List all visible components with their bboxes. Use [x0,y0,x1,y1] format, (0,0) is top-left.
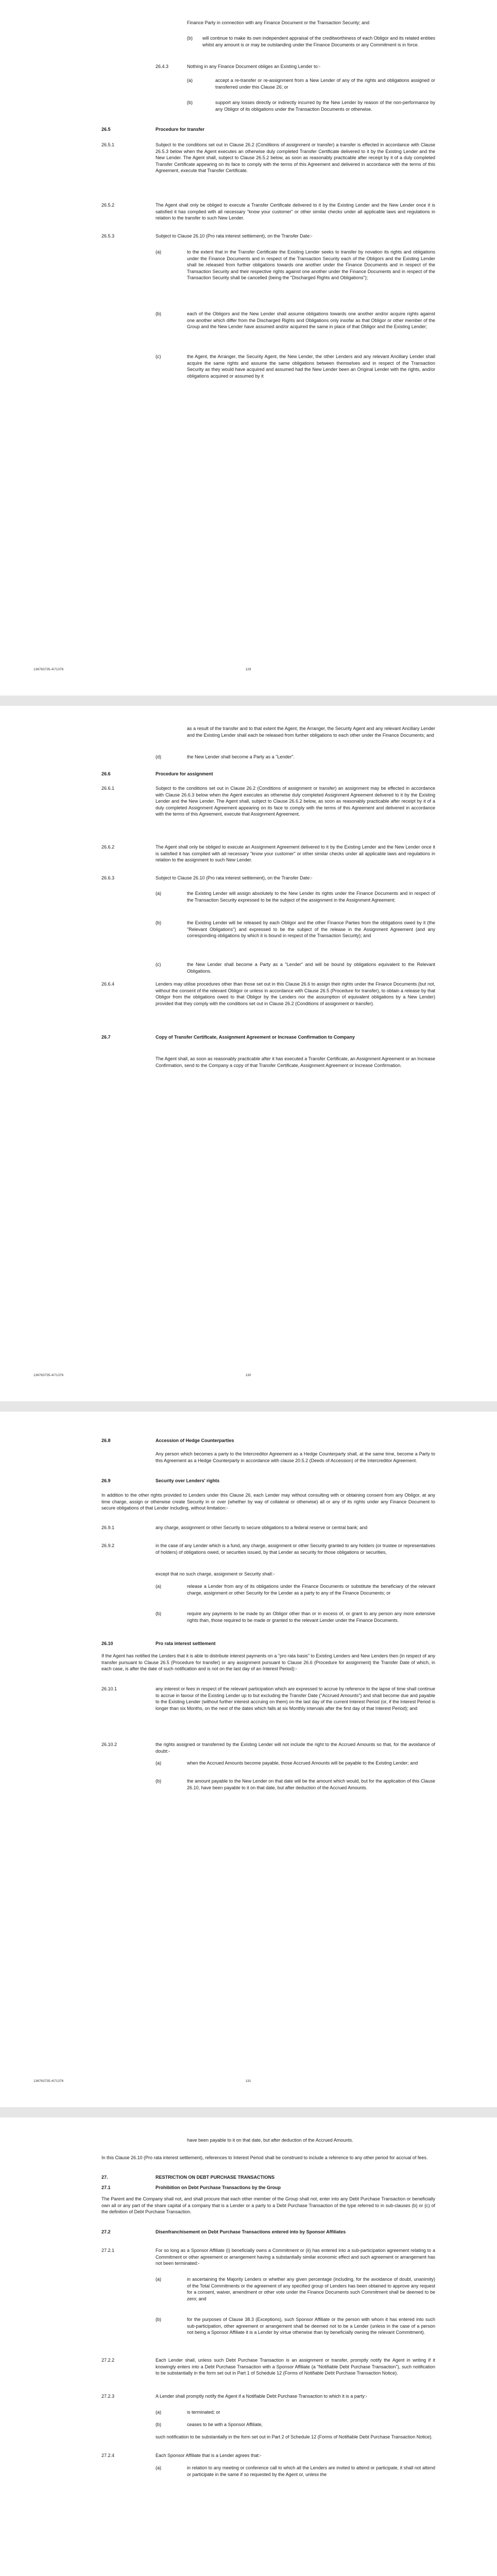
sub-item-label: (a) [156,249,161,255]
paragraph-text: the New Lender shall become a Party as a "Lender". [187,754,295,759]
clause-number: 26.9.1 [101,1525,115,1530]
paragraph-text: in the case of any Lender which is a fund, any charge, assignment or other Security granted to any holders (or trustee or representatives of holders) of obligations owed, or securities issued, by that Lender as security for those obligations or securities, [156,1543,435,1555]
document-reference: 136763735-4\71376 [33,2079,64,2083]
document-page [0,706,497,1401]
clause-number: 26.4.3 [156,64,169,69]
paragraph-text: for the purposes of Clause 38.3 (Exceptions), such Sponsor Affiliate or the person with whom it has entered into such sub-participation, other agreement or arrangement shall be deemed not to be a Lender (unless in the case of a person not being a Sponsor Affiliate it is a Lender by virtue otherwise than by beneficially owning the relevant Commitment). [187,2317,435,2335]
sub-item-label: (a) [187,78,193,83]
sub-item-label: (b) [156,311,161,316]
paragraph-text: Subject to the conditions set out in Clause 26.2 (Conditions of assignment or transfer) an assignment may be effected in accordance with Clause 26.6.3 below when the Agent executes an otherwise duly completed Assignment Agreement delivered to it by the Existing Lender and the New Lender. The Agent shall, subject to Clause 26.6.2 below, as soon as reasonably practicable after receipt by it of a duly completed Assignment Agreement appearing on its face to comply with the terms of this Agreement and delivered in accordance with the terms of this Agreement, execute that Assignment Agreement. [156,786,435,817]
paragraph-text: Nothing in any Finance Document obliges an Existing Lender to:- [187,64,321,69]
paragraph-text: Any person which becomes a party to the Intercreditor Agreement as a Hedge Counterparty shall, at the same time, become a Party to this Agreement as a Hedge Counterparty in accordance with clause 20.5.2 (Deeds of Accession) of the Intercreditor Agreement. [156,1451,435,1463]
clause-number: 26.10.2 [101,1742,117,1747]
clause-number: 27.2.1 [101,2248,115,2253]
section-heading: Disenfranchisement on Debt Purchase Transactions entered into by Sponsor Affiliates [156,2229,346,2234]
paragraph-text: in relation to any meeting or conference call to which all the Lenders are invited to attend or participate, it shall not attend or participate in the same if so requested by the Agent or, unless the [187,2465,435,2477]
section-number: 26.6 [101,771,111,776]
paragraph-text: any charge, assignment or other Security to secure obligations to a federal reserve or central bank; and [156,1525,368,1530]
paragraph-text: In addition to the other rights provided to Lenders under this Clause 26, each Lender may without consulting with or obtaining consent from any Obligor, at any time charge, assign or otherwise create Security in or over (whether by way of collateral or otherwise) all or any of its rights under any Finance Document to secure obligations of that Lender including, without limitation:- [101,1493,435,1511]
paragraph-text: Subject to Clause 26.10 (Pro rata interest settlement), on the Transfer Date:- [156,875,313,880]
sub-item-label: (a) [156,2465,161,2470]
sub-item-label: (a) [156,1584,161,1589]
paragraph-text: release a Lender from any of its obligations under the Finance Documents or substitute the beneficiary of the relevant charge, assignment or other Security for the Lender as a party to any of the Finance Documents; or [187,1584,435,1596]
paragraph-text: require any payments to be made by an Obligor other than or in excess of, or grant to any person any more extensive rights than, those required to be made or granted to the relevant Lender under the Finance Documents. [187,1611,435,1623]
clause-number: 26.6.2 [101,844,115,850]
section-number: 26.5 [101,127,111,132]
sub-item-label: (a) [156,891,161,896]
paragraph-text: the Agent, the Arranger, the Security Agent, the New Lender, the other Lenders and any relevant Ancillary Lender shall acquire the same rights and assume the same obligations between themselves and in respect of the Transaction Security as they would have acquired and assumed had the New Lender been an Original Lender with the rights, and/or obligations acquired or assumed by it [187,354,435,379]
section-number: 27. [101,2175,108,2180]
paragraph-text: accept a re-transfer or re-assignment from a New Lender of any of the rights and obligations assigned or transferred under this Clause 26; or [215,78,435,90]
sub-item-label: (a) [156,2277,161,2282]
sub-item-label: (b) [187,36,193,41]
sub-item-label: (b) [187,100,193,105]
section-heading: Procedure for transfer [156,127,205,132]
clause-number: 26.6.3 [101,875,115,880]
paragraph-text: the Existing Lender will be released by each Obligor and the other Finance Parties from the obligations owed by it (the "Relevant Obligations") and expressed to be the subject of the release in the Assignment Agreement (and any corresponding obligations by which it is bound in respect of the Transaction Security); and [187,920,435,938]
paragraph-text: If the Agent has notified the Lenders that it is able to distribute interest payments on a "pro rata basis" to Existing Lenders and New Lenders then (in respect of any transfer pursuant to Clause 26.5 (Procedure for transfer) or any assignment pursuant to Clause 26.6 (Procedure for assignment) the Transfer Date of which, in each case, is after the date of such notification and is not on the last day of an Interest Period):- [101,1653,435,1671]
paragraph-text: any interest or fees in respect of the relevant participation which are expressed to accrue by reference to the lapse of time shall continue to accrue in favour of the Existing Lender up to but excluding the Transfer Date ("Accrued Amounts") and shall become due and payable to the Existing Lender (without further interest accruing on them) on the last day of the current Interest Period (or, if the Interest Period is longer than six Months, on the next of the dates which falls at six Monthly intervals after the first day of that Interest Period); and [156,1686,435,1711]
paragraph-text: support any losses directly or indirectly incurred by the New Lender by reason of the non-performance by any Obligor of its obligations under the Transaction Documents or otherwise. [215,100,435,112]
document-page [0,1412,497,2107]
paragraph-text: The Agent shall, as soon as reasonably practicable after it has executed a Transfer Certificate, an Assignment Agreement or an Increase Confirmation, send to the Company a copy of that Transfer Certificate, Assignment Agreement or Increase Confirmation. [156,1056,435,1068]
paragraph-text: the amount payable to the New Lender on that date will be the amount which would, but for the application of this Clause 26.10, have been payable to it on that date, but after deduction of the Accrued Amounts. [187,1778,435,1790]
sub-item-label: (a) [156,1760,161,1766]
clause-number: 26.10.1 [101,1686,117,1691]
page-number: 129 [245,668,251,671]
paragraph-text: Finance Party in connection with any Finance Document or the Transaction Security; and [187,20,370,25]
paragraph-text: the rights assigned or transferred by the Existing Lender will not include the right to the Accrued Amounts so that, for the avoidance of doubt:- [156,1742,435,1754]
section-heading: Prohibition on Debt Purchase Transactions by the Group [156,2185,281,2190]
clause-number: 26.9.2 [101,1543,115,1548]
paragraph-text: each of the Obligors and the New Lender shall assume obligations towards one another and/or acquire rights against one another which differ from the Discharged Rights and Obligations only insofar as that Obligor or other member of the Group and the New Lender have assumed and/or acquired the same in place of that Obligor and the Existing Lender; [187,311,435,329]
section-number: 26.9 [101,1478,111,1483]
section-heading: Accession of Hedge Counterparties [156,1438,234,1443]
section-number: 26.10 [101,1641,113,1646]
paragraph-text: such notification to be substantially in the form set out in Part 2 of Schedule 12 (Forms of Notifiable Debt Purchase Transaction Notice). [156,2434,433,2439]
paragraph-text: ceases to be with a Sponsor Affiliate, [187,2422,263,2427]
page-number: 131 [245,2079,251,2083]
paragraph-text: except that no such charge, assignment or Security shall:- [156,1571,275,1577]
sub-item-label: (b) [156,1778,161,1784]
clause-number: 26.5.1 [101,142,115,147]
paragraph-text: The Agent shall only be obliged to execute an Assignment Agreement delivered to it by the Existing Lender and the New Lender once it is satisfied it has complied with all necessary "know your customer" or other similar checks under all applicable laws and regulations in relation to the assignment to such New Lender. [156,844,435,862]
paragraph-text: For so long as a Sponsor Affiliate (i) beneficially owns a Commitment or (ii) has entered into a sub-participation agreement relating to a Commitment or other agreement or arrangement having a substantially similar economic effect and such agreement or arrangement has not been terminated:- [156,2248,435,2266]
paragraph-text: is terminated; or [187,2410,220,2415]
document-reference: 136763735-4\71376 [33,1374,64,1377]
section-heading: Procedure for assignment [156,771,213,776]
sub-item-label: (b) [156,2317,161,2322]
paragraph-text: The Agent shall only be obliged to execute a Transfer Certificate delivered to it by the Existing Lender and the New Lender once it is satisfied it has complied with all necessary "know your customer" or other similar checks under all applicable laws and regulations in relation to the transfer to such New Lender. [156,202,435,221]
paragraph-text: Lenders may utilise procedures other than those set out in this Clause 26.6 to assign their rights under the Finance Documents (but not, without the consent of the relevant Obligor or unless in accordance with Clause 26.5 (Procedure for transfer), to obtain a release by that Obligor from the obligations owed to that Obligor by the Lenders nor the assumption of equivalent obligations by a New Lender) provided that they comply with the conditions set out in Clause 26.2 (Conditions of assignment or transfer). [156,981,435,1006]
paragraph-text: Subject to the conditions set out in Clause 26.2 (Conditions of assignment or transfer) a transfer is effected in accordance with Clause 26.5.3 below when the Agent executes an otherwise duly completed Transfer Certificate delivered to it by the Existing Lender and the New Lender. The Agent shall, subject to Clause 26.5.2 below, as soon as reasonably practicable after receipt by it of a duly completed Transfer Certificate appearing on its face to comply with the terms of this Agreement and delivered in accordance with the terms of this Agreement, execute that Transfer Certificate. [156,142,435,173]
paragraph-text: when the Accrued Amounts become payable, those Accrued Amounts will be payable to the Existing Lender; and [187,1760,418,1766]
paragraph-text: The Parent and the Company shall not, and shall procure that each other member of the Group shall not, enter into any Debt Purchase Transaction or beneficially own all or any part of the share capital of a company that is a Lender or a party to a Debt Purchase Transaction of the type referred to in sub-clauses (b) or (c) of the definition of Debt Purchase Transaction. [101,2196,435,2214]
sub-item-label: (c) [156,962,161,967]
sub-item-label: (a) [156,2410,161,2415]
document-reference: 136763735-4\71376 [33,668,64,671]
clause-number: 27.2.4 [101,2453,115,2458]
section-heading: Pro rata interest settlement [156,1641,216,1646]
paragraph-text: have been payable to it on that date, but after deduction of the Accrued Amounts. [187,2138,353,2143]
clause-number: 26.5.3 [101,233,115,239]
paragraph-text: the New Lender shall become a Party as a "Lender" and will be bound by obligations equivalent to the Relevant Obligations. [187,962,435,974]
section-heading: Copy of Transfer Certificate, Assignment Agreement or Increase Confirmation to Company [156,1035,355,1040]
section-number: 27.2 [101,2229,111,2234]
clause-number: 26.5.2 [101,202,115,208]
paragraph-text: the Existing Lender will assign absolutely to the New Lender its rights under the Finance Documents and in respect of the Transaction Security expressed to be the subject of the assignment in the Assignment Agreement; [187,891,435,903]
clause-number: 26.6.4 [101,981,115,987]
section-heading: Security over Lenders' rights [156,1478,220,1483]
sub-item-label: (b) [156,1611,161,1616]
paragraph-text: Each Sponsor Affiliate that is a Lender agrees that:- [156,2453,262,2458]
section-number: 26.7 [101,1035,111,1040]
paragraph-text: Subject to Clause 26.10 (Pro rata interest settlement), on the Transfer Date:- [156,233,313,239]
document-page [0,2117,497,2576]
section-number: 27.1 [101,2185,111,2190]
paragraph-text: will continue to make its own independent appraisal of the creditworthiness of each Obligor and its related entities whilst any amount is or may be outstanding under the Finance Documents or any Commitment is in force. [202,36,435,47]
clause-number: 26.6.1 [101,786,115,791]
paragraph-text: in ascertaining the Majority Lenders or whether any given percentage (including, for the avoidance of doubt, unanimity) of the Total Commitments or the agreement of any specified group of Lenders has been obtained to approve any request for a consent, waiver, amendment or other vote under the Finance Documents such Commitment shall be deemed to be zero; and [187,2277,435,2301]
clause-number: 27.2.2 [101,2358,115,2363]
page-number: 130 [245,1374,251,1377]
paragraph-text: as a result of the transfer and to that extent the Agent, the Arranger, the Security Agent and any relevant Ancillary Lender and the Existing Lender shall each be released from further obligations to each other under the Finance Documents; and [187,726,435,738]
sub-item-label: (c) [156,354,161,359]
sub-item-label: (d) [156,754,161,759]
sub-item-label: (b) [156,920,161,925]
paragraph-text: A Lender shall promptly notify the Agent if a Notifiable Debt Purchase Transaction to which it is a party:- [156,2394,368,2399]
section-heading: RESTRICTION ON DEBT PURCHASE TRANSACTIONS [156,2175,275,2180]
paragraph-text: to the extent that in the Transfer Certificate the Existing Lender seeks to transfer by novation its rights and obligations under the Finance Documents and in respect of the Transaction Security each of the Obligors and the Existing Lender shall be released from further obligations towards one another under the Finance Documents and in respect of the Transaction Security and their respective rights against one another under the Finance Documents and in respect of the Transaction Security shall be cancelled (being the "Discharged Rights and Obligations"); [187,249,435,280]
paragraph-text: In this Clause 26.10 (Pro rata interest settlement), references to Interest Period shall be construed to include a reference to any other period for accrual of fees. [101,2155,428,2160]
section-number: 26.8 [101,1438,111,1443]
document-page [0,0,497,696]
sub-item-label: (b) [156,2422,161,2427]
clause-number: 27.2.3 [101,2394,115,2399]
paragraph-text: Each Lender shall, unless such Debt Purchase Transaction is an assignment or transfer, promptly notify the Agent in writing if it knowingly enters into a Debt Purchase Transaction with a Sponsor Affiliate (a "Notifiable Debt Purchase Transaction"), such notification to be substantially in the form set out in Part 1 of Schedule 12 (Forms of Notifiable Debt Purchase Transaction Notice). [156,2358,435,2376]
